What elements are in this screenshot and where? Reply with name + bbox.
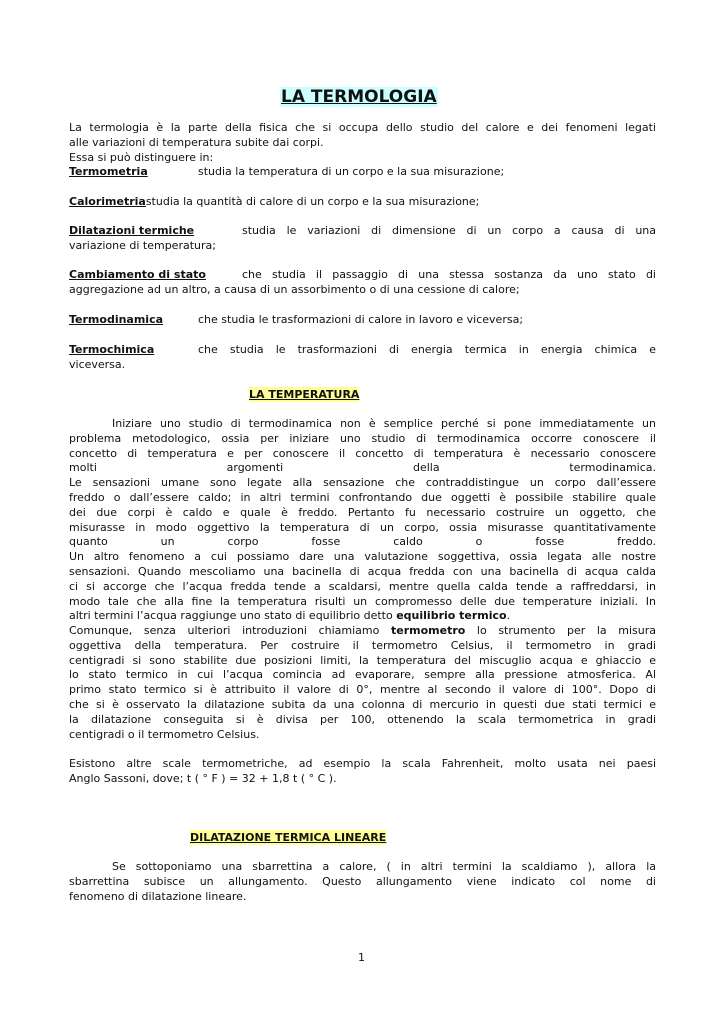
definition-item [69, 195, 656, 210]
text-line: viceversa. [69, 357, 126, 371]
definition-term: Cambiamento di stato [69, 268, 206, 281]
text-line: variazione di temperatura; [69, 238, 216, 252]
bold-term: equilibrio termico [396, 609, 507, 623]
text-line: alle variazioni di temperatura subite dai corpi. [69, 135, 324, 149]
definition-description: studia la quantità di calore di un corpo e la sua misurazione; [145, 195, 480, 208]
text-line: fenomeno di dilatazione lineare. [69, 889, 247, 903]
paragraph [69, 624, 656, 742]
text-line: primo stato termico si è attribuito il valore di 0°, mentre al secondo il valore di 100°. Dopo di [69, 683, 656, 697]
text-line: ci si accorge che l’acqua fredda tende a scaldarsi, mentre quella calda tende a raffreddarsi, in [69, 579, 656, 593]
text-segment: Comunque, senza ulteriori introduzioni chiamiamo [69, 624, 391, 637]
paragraph [69, 757, 656, 787]
text-line: misurasse in modo oggettivo la temperatura di un corpo, ossia misurasse quantitativamente [69, 520, 656, 534]
definition-term: Calorimetria [69, 195, 146, 208]
text-line: Se sottoponiamo una sbarrettina a calore, ( in altri termini la scaldiamo ), allora la [112, 860, 656, 873]
page-title: LA TERMOLOGIA [281, 87, 437, 107]
definition-item [69, 343, 656, 373]
text-line: freddo o dall’essere caldo; in altri termini confrontando due oggetti è possibile stabilire quale [69, 490, 656, 504]
definition-description: che studia le trasformazioni di calore in lavoro e viceversa; [198, 313, 524, 326]
text-line: centigradi si sono stabilite due posizioni limiti, la temperatura del miscuglio acqua e ghiaccio e [69, 653, 656, 667]
text-line: La termologia è la parte della fisica che si occupa dello studio del calore e dei fenomeni legati [69, 121, 656, 134]
text-segment: . [506, 609, 511, 623]
definition-term: Termochimica [69, 343, 155, 356]
heading-dilatazione-termica-lineare: DILATAZIONE TERMICA LINEARE [190, 831, 387, 844]
text-line [69, 624, 656, 639]
definition-item [69, 224, 656, 254]
text-line: oggettiva della temperatura. Per costruire il termometro Celsius, il termometro in gradi [69, 638, 656, 652]
text-line: Le sensazioni umane sono legate alla sensazione che contraddistingue un corpo dall’essere [69, 476, 656, 490]
text-line: concetto di temperatura e per conoscere il concetto di temperatura è necessario conoscere [69, 446, 656, 460]
text-line: Esistono altre scale termometriche, ad esempio la scala Fahrenheit, molto usata nei paesi [69, 757, 656, 770]
definition-item [69, 313, 656, 328]
text-line: Un altro fenomeno a cui possiamo dare una valutazione soggettiva, ossia legata alle nostre [69, 550, 656, 564]
definition-first-line [69, 313, 656, 328]
text-line: aggregazione ad un altro, a causa di un assorbimento o di una cessione di calore; [69, 282, 520, 296]
definition-term: Termometria [69, 165, 148, 178]
definition-term: Termodinamica [69, 313, 164, 326]
definition-description: studia le variazioni di dimensione di un corpo a causa di una [242, 224, 656, 237]
definition-description: che studia le trasformazioni di energia termica in energia chimica e [198, 343, 656, 356]
text-line: molti argomenti della termodinamica. [69, 461, 656, 475]
definition-first-line [69, 343, 656, 358]
text-line: sensazioni. Quando mescoliamo una bacinella di acqua fredda con una bacinella di acqua calda [69, 564, 656, 578]
definition-first-line [69, 165, 656, 180]
text-segment: altri termini l’acqua raggiunge uno stato di equilibrio detto [69, 609, 397, 623]
text-line: Essa si può distinguere in: [69, 150, 214, 164]
definition-item [69, 165, 656, 180]
text-line: Anglo Sassoni, dove; t ( ° F ) = 32 + 1,8 t ( ° C ). [69, 771, 337, 785]
intro-paragraph [69, 121, 656, 165]
text-line: modo tale che alla fine la temperatura risulti un compromesso delle due temperature iniziali. In [69, 594, 656, 608]
definition-first-line [69, 195, 656, 210]
text-line: dei due corpi è caldo e quale è freddo. Pertanto fu necessario costruire un oggetto, che [69, 505, 656, 519]
definition-description: che studia il passaggio di una stessa sostanza da uno stato di [242, 268, 656, 281]
text-line: centigradi o il termometro Celsius. [69, 727, 260, 741]
definition-description: studia la temperatura di un corpo e la sua misurazione; [198, 165, 505, 178]
bold-term: termometro [390, 624, 466, 637]
text-line: quanto un corpo fosse caldo o fosse freddo. [69, 535, 656, 549]
text-line: la dilatazione conseguita si è divisa per 100, ottenendo la scala termometrica in gradi [69, 712, 656, 726]
text-line: lo stato termico in cui l’acqua comincia ad evaporare, sempre alla pressione atmosferica. Al [69, 668, 656, 682]
definition-term: Dilatazioni termiche [69, 224, 195, 237]
heading-la-temperatura: LA TEMPERATURA [249, 388, 360, 401]
text-line: problema metodologico, ossia per iniziare uno studio di termodinamica occorre conoscere il [69, 431, 656, 445]
paragraph [69, 417, 656, 624]
text-line: sbarrettina subisce un allungamento. Questo allungamento viene indicato col nome di [69, 874, 656, 888]
definition-first-line [69, 268, 656, 283]
definition-first-line [69, 224, 656, 239]
text-segment: lo strumento per la misura [465, 624, 656, 637]
page-number: 1 [358, 951, 365, 964]
text-line: che si è osservato la dilatazione subita da una colonna di mercurio in questi due stati termici e [69, 697, 656, 711]
definition-item [69, 268, 656, 298]
text-line [69, 609, 656, 624]
paragraph [69, 860, 656, 904]
text-line: Iniziare uno studio di termodinamica non è semplice perché si pone immediatamente un [112, 417, 656, 430]
